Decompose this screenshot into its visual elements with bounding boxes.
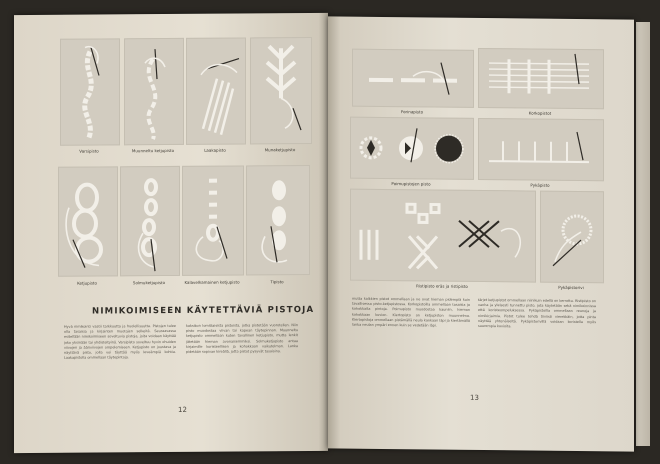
right-page — [328, 16, 634, 451]
stitch-image-poimupistojen-pisto — [350, 117, 474, 180]
page-heading: NIMIKOIMISEEN KÄYTETTÄVIÄ PISTOJA — [92, 304, 315, 317]
stitch-image-ristipisto — [350, 189, 536, 283]
stitch-image-solmuketjupisto — [120, 166, 180, 276]
page-number-left: 12 — [178, 405, 187, 414]
caption-r4: Pykäpisto — [530, 182, 550, 188]
caption-r5: Ristipisto eräs ja ristipisto — [416, 283, 468, 289]
left-page — [14, 13, 328, 453]
left-text-column-1: Hyvä nimikointi vaatii tarkkuutta ja huolellisuutta. Pistojen tulee olla tasaisia ja kirjainten muotojen selkeitä. Seuraavassa esitellään nimikoimiseen soveltuvia pistoja, joita voidaan käyttää joko yksinään tai yhdisteltyinä. Varsipisto soveltuu hyvin ohuiden viivojen ja ääriviivojen ompelemiseen. Ketjupisto on joustava ja näyttävä pisto, jolla voi täyttää myös leveämpiä kohtia. Laakapistolla ommellaan täytepintoja. — [64, 323, 176, 360]
right-text-column-2: tärjet ketjupistot ommellaan niinikuin edellä on kerrottu. Ristipisto on vanha ja yleisesti tunnettu pisto, jota käytetään sekä nimikoinnissa että koristeompeluksessa. Pykäpistoilla ommellaan reunoja ja nimikirjaimia. Pistot tulee tehdä tiiviisti vierekkäin, jotta pinta näyttää yhtenäiseltä. Pykäpistorivillä voidaan koristella myös suurempia kuvioita. — [478, 297, 596, 329]
page-stack-edge — [636, 22, 650, 446]
stitch-image-ketjupisto — [58, 166, 118, 276]
caption-r3: Poimupistojen pisto — [391, 181, 431, 187]
page-number-right: 13 — [470, 393, 479, 402]
caption-2: Muunneltu ketjupisto — [131, 147, 175, 154]
stitch-image-kalavelkamainen-ketjupisto — [182, 165, 244, 275]
stitch-image-tipisto — [246, 165, 310, 275]
stitch-image-muunneltu-ketjupisto — [124, 38, 184, 145]
caption-7: Kalavelkamainen ketjupisto — [184, 279, 240, 285]
right-text-column-1: mutta kalkkien pistot ommellaan ja ne ovat hieman pidempiä kuin tavallisessa pisto-ketjupistossa. Korkopistoilla ommellaan tasaisia ja kohokkaita pintoja. Poimupisto muodostaa kauniin, hieman kohokkaan kuvion. Kiertopisto on ketjupiston muunnelma. Kiertopistoja ommellaan pistämällä neula kankaan läpi ja kiertämällä lanka neulan ympäri ennen kuin se vedetään läpi. — [352, 296, 470, 328]
stitch-image-munaketjupisto — [250, 37, 312, 144]
stitch-image-laakapisto — [186, 37, 246, 144]
caption-r2: Korkopistot — [528, 110, 552, 116]
caption-6: Solmuketjupisto — [132, 280, 166, 286]
stitch-image-pykapistorivi — [540, 191, 604, 284]
stitch-image-varsipisto — [60, 38, 120, 145]
stitch-image-forinapisto — [352, 49, 474, 108]
caption-r6: Pykäpistorivi — [558, 284, 584, 291]
stitch-image-pykapisto — [478, 118, 604, 181]
caption-4: Munaketjupisto — [264, 147, 296, 153]
caption-1: Varsipisto — [79, 148, 99, 154]
left-text-column-2: kaksikon lomittaisista pistoista, jotka pistetään vuorotellen. Niin pisto muodostaa viivan tai kapean täytepinnan. Muunneltu ketjupisto ommellaan kuten tavallinen ketjupisto, mutta lenkit jätetään hieman avonaisemmiksi. Solmuketjupisto antaa kirjaimille koristeellisen ja kohokkaan vaikutelman. Lanka pidetään sopivan kireällä, jotta pistot pysyvät tasaisina. — [186, 323, 298, 354]
caption-3: Laakapisto — [204, 147, 226, 153]
caption-8: Tipisto — [270, 279, 284, 285]
caption-r1: Forinapisto — [400, 109, 424, 115]
stitch-image-korkopistot — [478, 48, 604, 109]
caption-5: Ketjupisto — [77, 280, 97, 286]
